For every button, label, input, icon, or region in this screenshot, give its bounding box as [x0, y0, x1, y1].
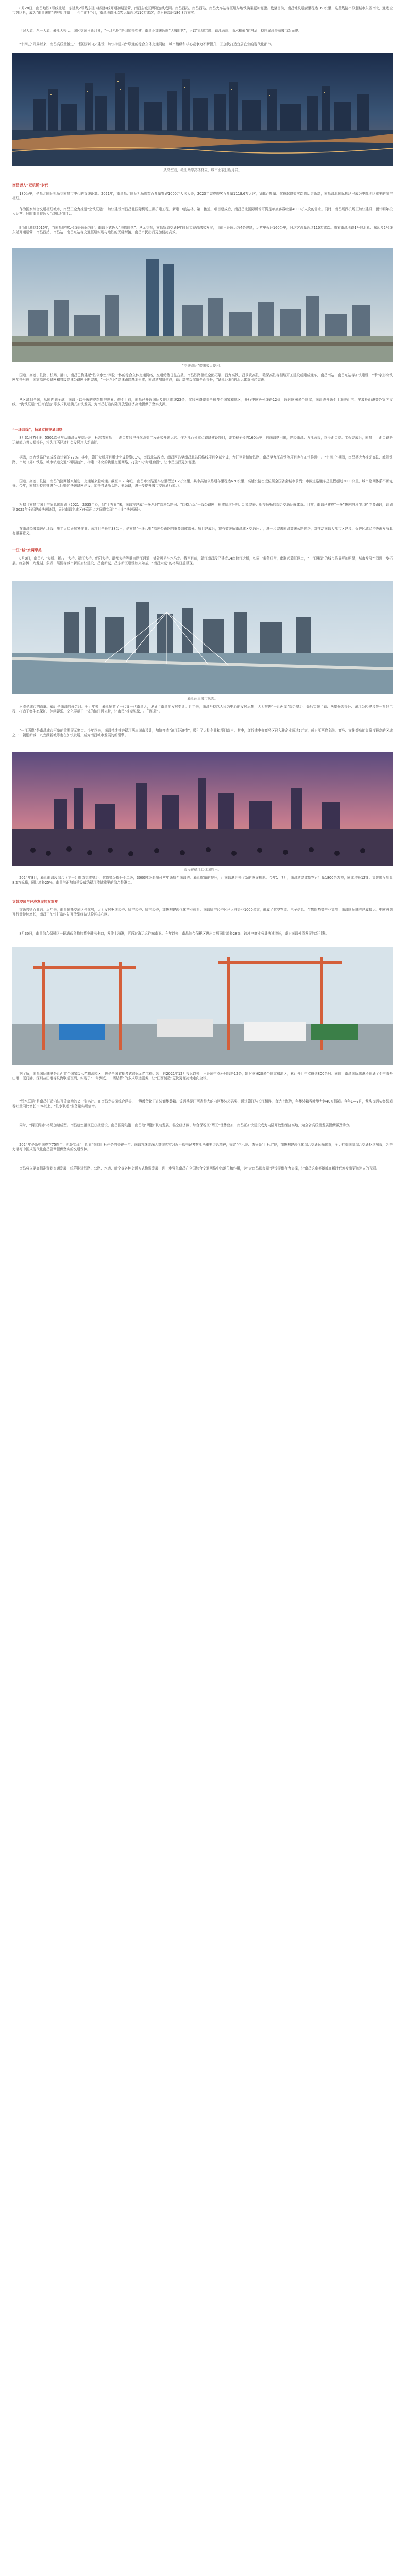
photo-caption: 从高空看，赣江两岸高楼林立，城市面貌日新月异。	[163, 168, 242, 172]
paragraph: 在南昌绕城高速西环线，施工人员正加紧作业。该项目全长约38公里，是南昌“一环八射”高速公路网的重要组成部分。项目建成后，将有效缓解南昌城区交通压力，进一步完善南昌高速公路网络，对推动南昌大都市区建设、促进区域经济协调发展具有重要意义。	[12, 527, 393, 535]
photo-river-bridge	[12, 581, 393, 694]
paragraph: 从区域到全国，从国内到全球，南昌正以开放的姿态拥抱世界。截至目前，南昌已开通国际及地区航线23条，航线网络覆盖全球多个国家和地区；开行中欧班列线路12条，通达欧洲多个国家；南昌港开通至上海洋山港、宁波舟山港等外贸内支线，“海铁联运”“江海直达”等多式联运模式加快发展，为南昌打造内陆开放型经济高地提供了坚实支撑。	[12, 398, 393, 406]
paragraph: 2024年是新中国成立75周年，也是实现“十四五”规划目标任务的关键一年。南昌将继续深入贯彻落实习近平总书记考察江西重要讲话精神，锚定“作示范、勇争先”目标定位，加快构建现代化综合交通运输体系，全力打造国家综合交通枢纽城市，为奋力谱写中国式现代化南昌篇章提供坚实的交通保障。	[12, 1143, 393, 1151]
paragraph: 8月31日7时许，5501次列车从南昌火车站开出，标志着南昌——湖口复线电气化改造工程正式开通运营。作为江西省重点铁路建设项目，该工程全长约160公里，自南昌站引出，途经南昌、九江两市，终至湖口站。工程完成后，南昌——湖口铁路运输能力将大幅提升，将为江西经济社会发展注入新动能。	[12, 436, 393, 445]
section-title: 南昌迈入“双机场”时代	[12, 183, 49, 188]
paragraph: 南昌将以更高标准谋划交通发展，统筹推进铁路、公路、水运、航空等各种交通方式协调发展，进一步强化南昌在全国综合交通网络中的地位和作用，为“大南昌都市圈”建设提供有力支撑，让南昌这座英雄城在新时代焕发出更加迷人的光彩。	[19, 1166, 380, 1171]
photo-city-night-aerial	[12, 53, 393, 166]
paragraph: 同时，“两区两港”格局加速成型。南昌航空港区已获批建设，南昌国际陆港、南昌港“两港”联动发展，临空经济区、综合保税区“两区”优势叠加，南昌正加快建设成为内陆开放型经济高地，为全省高质量发展提供强劲动力。	[19, 1123, 353, 1127]
paragraph: 180公里，是昌北国际机场到南昌市中心的直线距离。2021年，南昌昌北国际机场旅客吞吐量突破1000万人次大关，2023年完成旅客吞吐量1118.6万人次，货邮吞吐量、航班起降架次均创历史新高，南昌昌北国际机场已成为中部地区重要的航空枢纽。	[12, 192, 393, 200]
paragraph: 2024年8月，赣江南昌段综合（主干）航道完成整治，航道等级提升至二级，3000吨级船舶可常年通航至南昌港。赣江航道的提升，让南昌港迎来了新的发展机遇。今年1—7月，南昌港完成货物吞吐量1800余万吨，同比增长12%；集装箱吞吐量8.2万标箱，同比增长25%，南昌港正加快建设成为赣江流域重要的综合性港口。	[12, 876, 393, 885]
paragraph: 国道、高速、铁路，南昌的路网越来越密，交通越来越畅通。截至2023年底，南昌市公路通车总里程达1.2万公里，其中高速公路通车里程达670公里，高速公路密度位居全国省会城市前列；市区道路通车总里程超过2000公里，城市路网体系不断完善。今年，南昌将持续推进“一环四线”快速路网建设，加快打通断头路、瓶颈路，进一步提升城市交通通行能力。	[12, 479, 393, 488]
paragraph: “一江两岸”是南昌城市形象的重要展示窗口。今年以来，南昌持续推进赣江两岸城市设计，加快打造“滨江经济带”，吸引了大批企业和项目落户。其中，红谷滩中央商务区已入驻企业超过2万家，成为江西省金融、商务、文化等功能集聚度最高的区域之一；朝阳新城、九龙湖新城等也在加快发展，成为南昌城市发展的新引擎。	[12, 728, 393, 737]
city-night-illustration	[12, 53, 393, 166]
section-title: 一江“城”水两岸美	[12, 548, 42, 552]
paragraph: 8月30日，南昌综合保税区一辆满载货物的货车驶出卡口，发往上海港，再通过海运运往东南亚。今年以来，南昌综合保税区进出口额同比增长28%，跨境电商业务量快速增长，成为南昌外贸发展的新引擎。	[19, 931, 329, 936]
paragraph: 8月28日，南昌地铁1号线北延、东延及2号线东延3条延伸线开通初期运营，南昌主城区两端连线成网。南昌西站、南昌西站、南昌火车站等枢纽与地铁换乘更加便捷。截至目前，南昌地铁运营里程达160公里，这些线路串联起城市东西南北，通达全市各区县，成为“南昌速度”的鲜明注脚——今年前7个月，南昌地铁日均客运量超过110万乘次，单日最高达186.8万乘次。	[12, 6, 393, 15]
paragraph: 交通兴则百业兴。近年来，南昌依托交通区位优势，大力发展枢纽经济、临空经济、临港经济，加快构建现代化产业体系。南昌临空经济区已入驻企业1000余家，形成了航空物流、电子信息、生物医药等产业集群；南昌国际陆港建成投运，中欧班列开行量持续增长，南昌正加快打造内陆开放型经济试验区核心区。	[12, 908, 393, 917]
paragraph: “十四五”开局以来，南昌高质量推进“一枢纽四中心”建设，加快构建内外联通的综合立体交通网络，城市能级和核心竞争力不断提升，正加快打造宜居宜业的现代化都市。	[19, 42, 275, 46]
paragraph: 根据《南昌市国土空间总体规划（2021—2035年）》，到“十五五”末，南昌将建成“一环八射”高速公路网、“四横八纵”干线公路网，形成层次分明、功能完善、衔接顺畅的综合交通运输体系。目前，南昌已建成“一环”快速路及“四线”主要路段，计划到2025年全面建成快速路网，届时南昌主城区任意两点之间将实现“半小时”快速通达。	[12, 503, 393, 512]
photo-caption: “空铁联运”带来极大便利。	[182, 364, 223, 368]
container-port-illustration	[12, 947, 393, 1065]
photo-skyline-day	[12, 248, 393, 362]
skyline-day-illustration	[12, 248, 393, 362]
paragraph: 8月8日，南昌八一大桥、新八一大桥、赣江大桥、朝阳大桥、洪都大桥等重点跨江通道，处处可见车水马龙。截至目前，赣江南昌段已建成14座跨江大桥，如同一条条纽带，串联起赣江两岸，“一江两岸”的城市格局更加明显，城市发展空间进一步拓展。红谷滩、九龙湖、象湖、瑶湖等城市新区加快建设，昌南新城、昌东新区建设如火如荼，“南昌大城”的格局日益显现。	[12, 556, 393, 565]
paragraph: 河流是城市的血脉，赣江是南昌的母亲河。千百年来，赣江哺育了一代又一代南昌人，见证了南昌的发展变迁。近年来，南昌坚持以人民为中心的发展思想，大力推进“一江两岸”综合整治，先后实施了赣江两岸景观提升、滨江公园建设等一系列工程，打造了集生态保护、休闲娱乐、文化展示于一体的滨江风光带，让市民“推窗见绿、出门见景”。	[12, 705, 393, 714]
river-bridge-illustration	[12, 581, 393, 694]
paragraph: 世纪大道、八一大道、赣江大桥……城区交通日新月异，“一环八射”路网加快构建，南昌正加速迈向“大城时代”，正以“江城共融、赣江两岸、山水相依”的格局，持续展现美丽城市新面貌。	[19, 29, 302, 33]
photo-container-port	[12, 947, 393, 1065]
riverside-crowd-illustration	[12, 752, 393, 866]
paragraph: 时间回溯到2015年，当南昌地铁1号线开通运营时，南昌正式迈入“地铁时代”。从无到有，南昌轨道交通9年时间实现跨越式发展，目前已开通运营4条线路，运营里程达160公里，日均客流量超过110万乘次。随着南昌地铁1号线北延、东延及2号线东延开通运营，南昌西站、南昌站、南昌东站等交通枢纽实现与地铁的无缝衔接，南昌市民出行更加便捷高效。	[12, 226, 393, 234]
section-title: “一环四线”，畅通立体交通网络	[12, 428, 63, 432]
photo-caption: 赣江两岸城市风貌。	[187, 697, 218, 701]
section-title: 立体交通与经济发展的双重奏	[12, 900, 58, 904]
paragraph: 据悉，南九铁路已完成改造计划的77%。其中，赣江大桥项目累计完成投资81%，南昌北站改造、南昌西站至南昌北站联络线项目全部完成，九江至景德镇铁路、南昌至九江高铁等项目也在加快推进中。“十四五”期间，南昌将大力推动高铁、城际铁路、市域（郊）铁路、城市轨道交通“四网融合”，构建一体化的轨道交通网络，打造“1小时通勤圈”，让市民出行更加便捷。	[12, 455, 393, 464]
photo-riverside-crowd	[12, 752, 393, 866]
paragraph: 国道、高速、铁路、机场、港口，南昌已构建起“铁公水空”四位一体的综合立体交通网络，交通优势日益凸显。南昌铁路枢纽全面拓展，昌九高铁、昌景黄高铁、赣深高铁等相继开工建设或建成通车，南昌南站、南昌东站等加快建设，“米”字形高铁网加快形成；国家高速公路网和省级高速公路网不断完善，“一环八射”高速路网基本形成；南昌港加快建设，赣江高等级航道全面提升，“通江达海”的水运体系日趋完善。	[12, 373, 393, 382]
paragraph: 作为国家综合交通枢纽城市，南昌正全力推进“空铁联运”，加快建设南昌昌北国际机场三期扩建工程，新建T3航站楼、第二跑道，项目建成后，南昌昌北国际机场可满足年旅客吞吐量4000万人次的需求。同时，南昌瑶湖机场正加快建设，预计明年投入运营，届时南昌将迈入“双机场”时代。	[12, 207, 393, 216]
photo-caption: 市民在赣江边休闲娱乐。	[183, 868, 222, 872]
paragraph: “铁水联运”是南昌打造内陆开放高地的又一张名片。在南昌龙头岗综合码头，一艘艘货轮正在装卸集装箱。该码头是江西省最大的内河集装箱码头，通过赣江与长江相连，直达上海港，年集装箱吞吐能力达40万标箱。今年1—7月，龙头岗码头集装箱吞吐量同比增长30%以上，“铁水联运”业务量实现倍增。	[12, 1099, 393, 1108]
paragraph: 据了解，南昌国际陆港是江西首个国家级示范物流园区，也是全国首批多式联运示范工程。项目自2021年12月投运以来，已开通中欧班列线路12条，辐射欧洲20多个国家和地区，累计开行中欧班列800余列。同时，南昌国际陆港还开通了至宁波舟山港、厦门港、深圳盐田港等铁海联运班列，实现了“一单到底、一票结算”的多式联运服务，让“江西制造”更快更便捷地走向全球。	[12, 1072, 393, 1080]
